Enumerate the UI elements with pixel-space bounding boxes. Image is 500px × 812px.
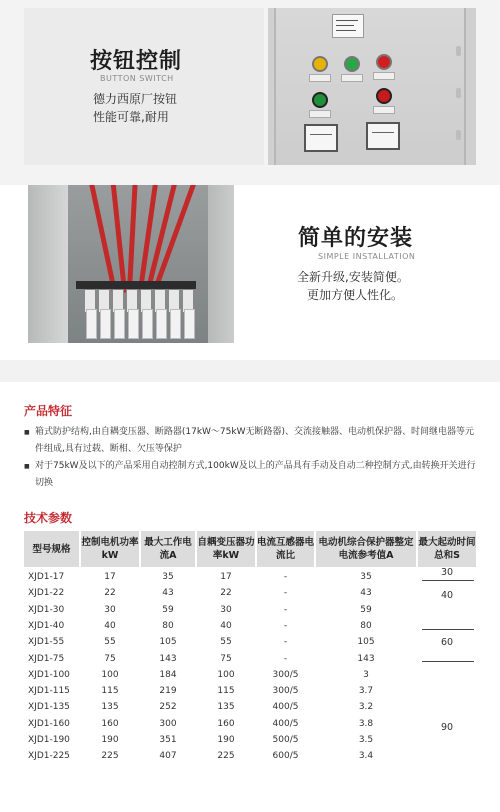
start-time-value: 40 (440, 590, 454, 601)
lamp-label (341, 74, 363, 82)
cell-protector-current: 3.5 (358, 735, 374, 745)
cell-transformer-power: 40 (220, 620, 232, 631)
table-row (24, 667, 476, 683)
cable (156, 309, 167, 339)
din-rail (76, 281, 196, 289)
table-row (24, 732, 476, 748)
yellow-indicator-lamp (312, 56, 328, 72)
cell-motor-power: 75 (104, 653, 116, 664)
cell-protector-current: 3.7 (358, 686, 374, 697)
cell-max-current: 184 (159, 669, 177, 680)
col-header-max-current: 最大工作电流A (141, 531, 195, 567)
col-header-start-time: 最大起动时间总和S (418, 531, 476, 567)
cell-model: XJD1-135 (28, 702, 70, 713)
feature-item: ■ 对于75kW及以下的产品采用自动控制方式,100kW及以上的产品具有手动及自动二种控制方式,由转换开关进行切换 (24, 458, 476, 492)
cabinet-side (28, 185, 68, 343)
cell-max-current: 407 (159, 751, 177, 762)
installation-text-block (252, 189, 472, 339)
cell-motor-power: 22 (104, 588, 116, 599)
hinge-icon (456, 130, 461, 140)
cell-protector-current: 43 (360, 588, 372, 599)
table-row (24, 716, 476, 732)
ammeter-icon (304, 124, 338, 152)
table-row (24, 748, 476, 764)
cell-model: XJD1-160 (28, 718, 70, 729)
feature-item: ■ 箱式防护结构,由自耦变压器、断路器(17kW～75kW无断路器)、交流接触器、电动机保护器、时间继电器等元件组成,具有过载、断相、欠压等保护 (24, 424, 476, 458)
table-row (24, 683, 476, 699)
cell-max-current: 43 (162, 588, 174, 599)
cell-motor-power: 225 (101, 751, 119, 762)
cell-transformer-power: 22 (220, 588, 232, 599)
cable (86, 309, 97, 339)
cell-ct-ratio: - (283, 604, 288, 615)
button-switch-title: 按钮控制 (90, 49, 183, 74)
cell-ct-ratio: 500/5 (272, 735, 299, 745)
cell-protector-current: 3.8 (358, 718, 374, 729)
cell-motor-power: 17 (104, 572, 116, 582)
red-indicator-lamp (376, 54, 392, 70)
cell-protector-current: 143 (357, 653, 375, 664)
start-time-value: 60 (440, 637, 454, 648)
button-switch-desc-2: 性能可靠,耐用 (93, 110, 169, 124)
hinge-icon (456, 88, 461, 98)
cell-model: XJD1-100 (28, 669, 70, 680)
cell-max-current: 105 (159, 637, 177, 648)
group-divider (422, 629, 474, 630)
cell-transformer-power: 190 (217, 735, 235, 745)
cell-protector-current: 59 (360, 604, 372, 615)
installation-subtitle: SIMPLE INSTALLATION (318, 252, 416, 261)
lamp-label (373, 72, 395, 80)
col-header-protector-current: 电动机综合保护器整定电流参考值A (316, 531, 416, 567)
cell-ct-ratio: - (283, 588, 288, 599)
table-row (24, 618, 476, 634)
cell-protector-current: 3.2 (358, 702, 374, 713)
cell-protector-current: 35 (360, 572, 372, 582)
cell-max-current: 80 (162, 620, 174, 631)
cell-model: XJD1-225 (28, 751, 70, 762)
cell-transformer-power: 75 (220, 653, 232, 664)
cell-model: XJD1-22 (28, 588, 65, 599)
cell-model: XJD1-115 (28, 686, 70, 697)
cell-transformer-power: 17 (220, 572, 232, 582)
hinge-icon (456, 46, 461, 56)
features-list (24, 424, 476, 492)
features-title: 产品特征 (24, 404, 73, 418)
cell-max-current: 300 (159, 718, 177, 729)
cell-ct-ratio: - (283, 620, 288, 631)
cell-model: XJD1-40 (28, 620, 65, 631)
cell-protector-current: 80 (360, 620, 372, 631)
cell-ct-ratio: - (283, 653, 288, 664)
start-time-value: 90 (440, 722, 454, 733)
start-button-icon (312, 92, 328, 108)
cell-ct-ratio: 400/5 (272, 718, 299, 729)
table-row (24, 651, 476, 667)
cell-max-current: 143 (159, 653, 177, 664)
cell-max-current: 252 (159, 702, 177, 713)
col-header-motor-power: 控制电机功率kW (81, 531, 139, 567)
cable (114, 309, 125, 339)
cell-protector-current: 105 (357, 637, 375, 648)
cell-ct-ratio: 300/5 (272, 686, 299, 697)
lamp-label (309, 74, 331, 82)
cell-motor-power: 135 (101, 702, 119, 713)
nameplate (332, 14, 364, 38)
cell-transformer-power: 100 (217, 669, 235, 680)
installation-section (0, 185, 500, 360)
button-switch-section (0, 0, 500, 185)
installation-title: 简单的安装 (298, 226, 414, 251)
cell-transformer-power: 55 (220, 637, 232, 648)
cable (100, 309, 111, 339)
cable (128, 309, 139, 339)
table-row (24, 699, 476, 715)
cell-protector-current: 3.4 (358, 751, 374, 762)
cell-motor-power: 100 (101, 669, 119, 680)
cell-protector-current: 3 (363, 669, 369, 680)
cell-motor-power: 40 (104, 620, 116, 631)
col-header-ct-ratio: 电流互感器电流比 (257, 531, 314, 567)
cell-max-current: 59 (162, 604, 174, 615)
table-row (24, 602, 476, 618)
col-header-transformer-power: 自耦变压器功率kW (197, 531, 255, 567)
cell-model: XJD1-30 (28, 604, 65, 615)
start-time-value: 30 (440, 567, 454, 578)
start-time-column (418, 567, 476, 812)
table-row (24, 585, 476, 601)
cell-motor-power: 30 (104, 604, 116, 615)
group-divider (422, 580, 474, 581)
group-divider (422, 661, 474, 662)
installation-desc-2: 更加方便人性化。 (307, 288, 404, 302)
cell-ct-ratio: - (283, 572, 288, 582)
cabinet-side (208, 185, 234, 343)
button-switch-subtitle: BUTTON SWITCH (100, 74, 174, 83)
voltmeter-icon (366, 122, 400, 150)
installation-desc-1: 全新升级,安装简便。 (297, 270, 409, 284)
cell-model: XJD1-17 (28, 572, 65, 582)
cell-ct-ratio: - (283, 637, 288, 648)
lamp-label (373, 106, 395, 114)
cell-transformer-power: 135 (217, 702, 235, 713)
wiring-photo (28, 185, 234, 343)
cell-transformer-power: 30 (220, 604, 232, 615)
cable (170, 309, 181, 339)
cell-motor-power: 160 (101, 718, 119, 729)
cell-motor-power: 55 (104, 637, 116, 648)
stop-button-icon (376, 88, 392, 104)
button-switch-desc-1: 德力西原厂按钮 (93, 92, 178, 106)
col-header-model: 型号规格 (24, 531, 79, 567)
lamp-label (309, 110, 331, 118)
cell-model: XJD1-75 (28, 653, 65, 664)
cell-transformer-power: 225 (217, 751, 235, 762)
cell-model: XJD1-190 (28, 735, 70, 745)
cell-model: XJD1-55 (28, 637, 65, 648)
cell-max-current: 35 (162, 572, 174, 582)
green-indicator-lamp (344, 56, 360, 72)
cell-max-current: 219 (159, 686, 177, 697)
cell-ct-ratio: 600/5 (272, 751, 299, 762)
cell-ct-ratio: 400/5 (272, 702, 299, 713)
cell-ct-ratio: 300/5 (272, 669, 299, 680)
specs-title: 技术参数 (24, 511, 73, 525)
table-row (24, 569, 476, 585)
section-divider (0, 360, 500, 382)
cell-motor-power: 190 (101, 735, 119, 745)
control-panel-photo (268, 8, 476, 165)
cell-motor-power: 115 (101, 686, 119, 697)
cell-transformer-power: 160 (217, 718, 235, 729)
cabinet-door (274, 8, 466, 165)
cable (142, 309, 153, 339)
button-switch-text-block (24, 8, 264, 165)
table-header (24, 531, 476, 567)
cable (184, 309, 195, 339)
table-row (24, 634, 476, 650)
cell-transformer-power: 115 (217, 686, 235, 697)
cell-max-current: 351 (159, 735, 177, 745)
